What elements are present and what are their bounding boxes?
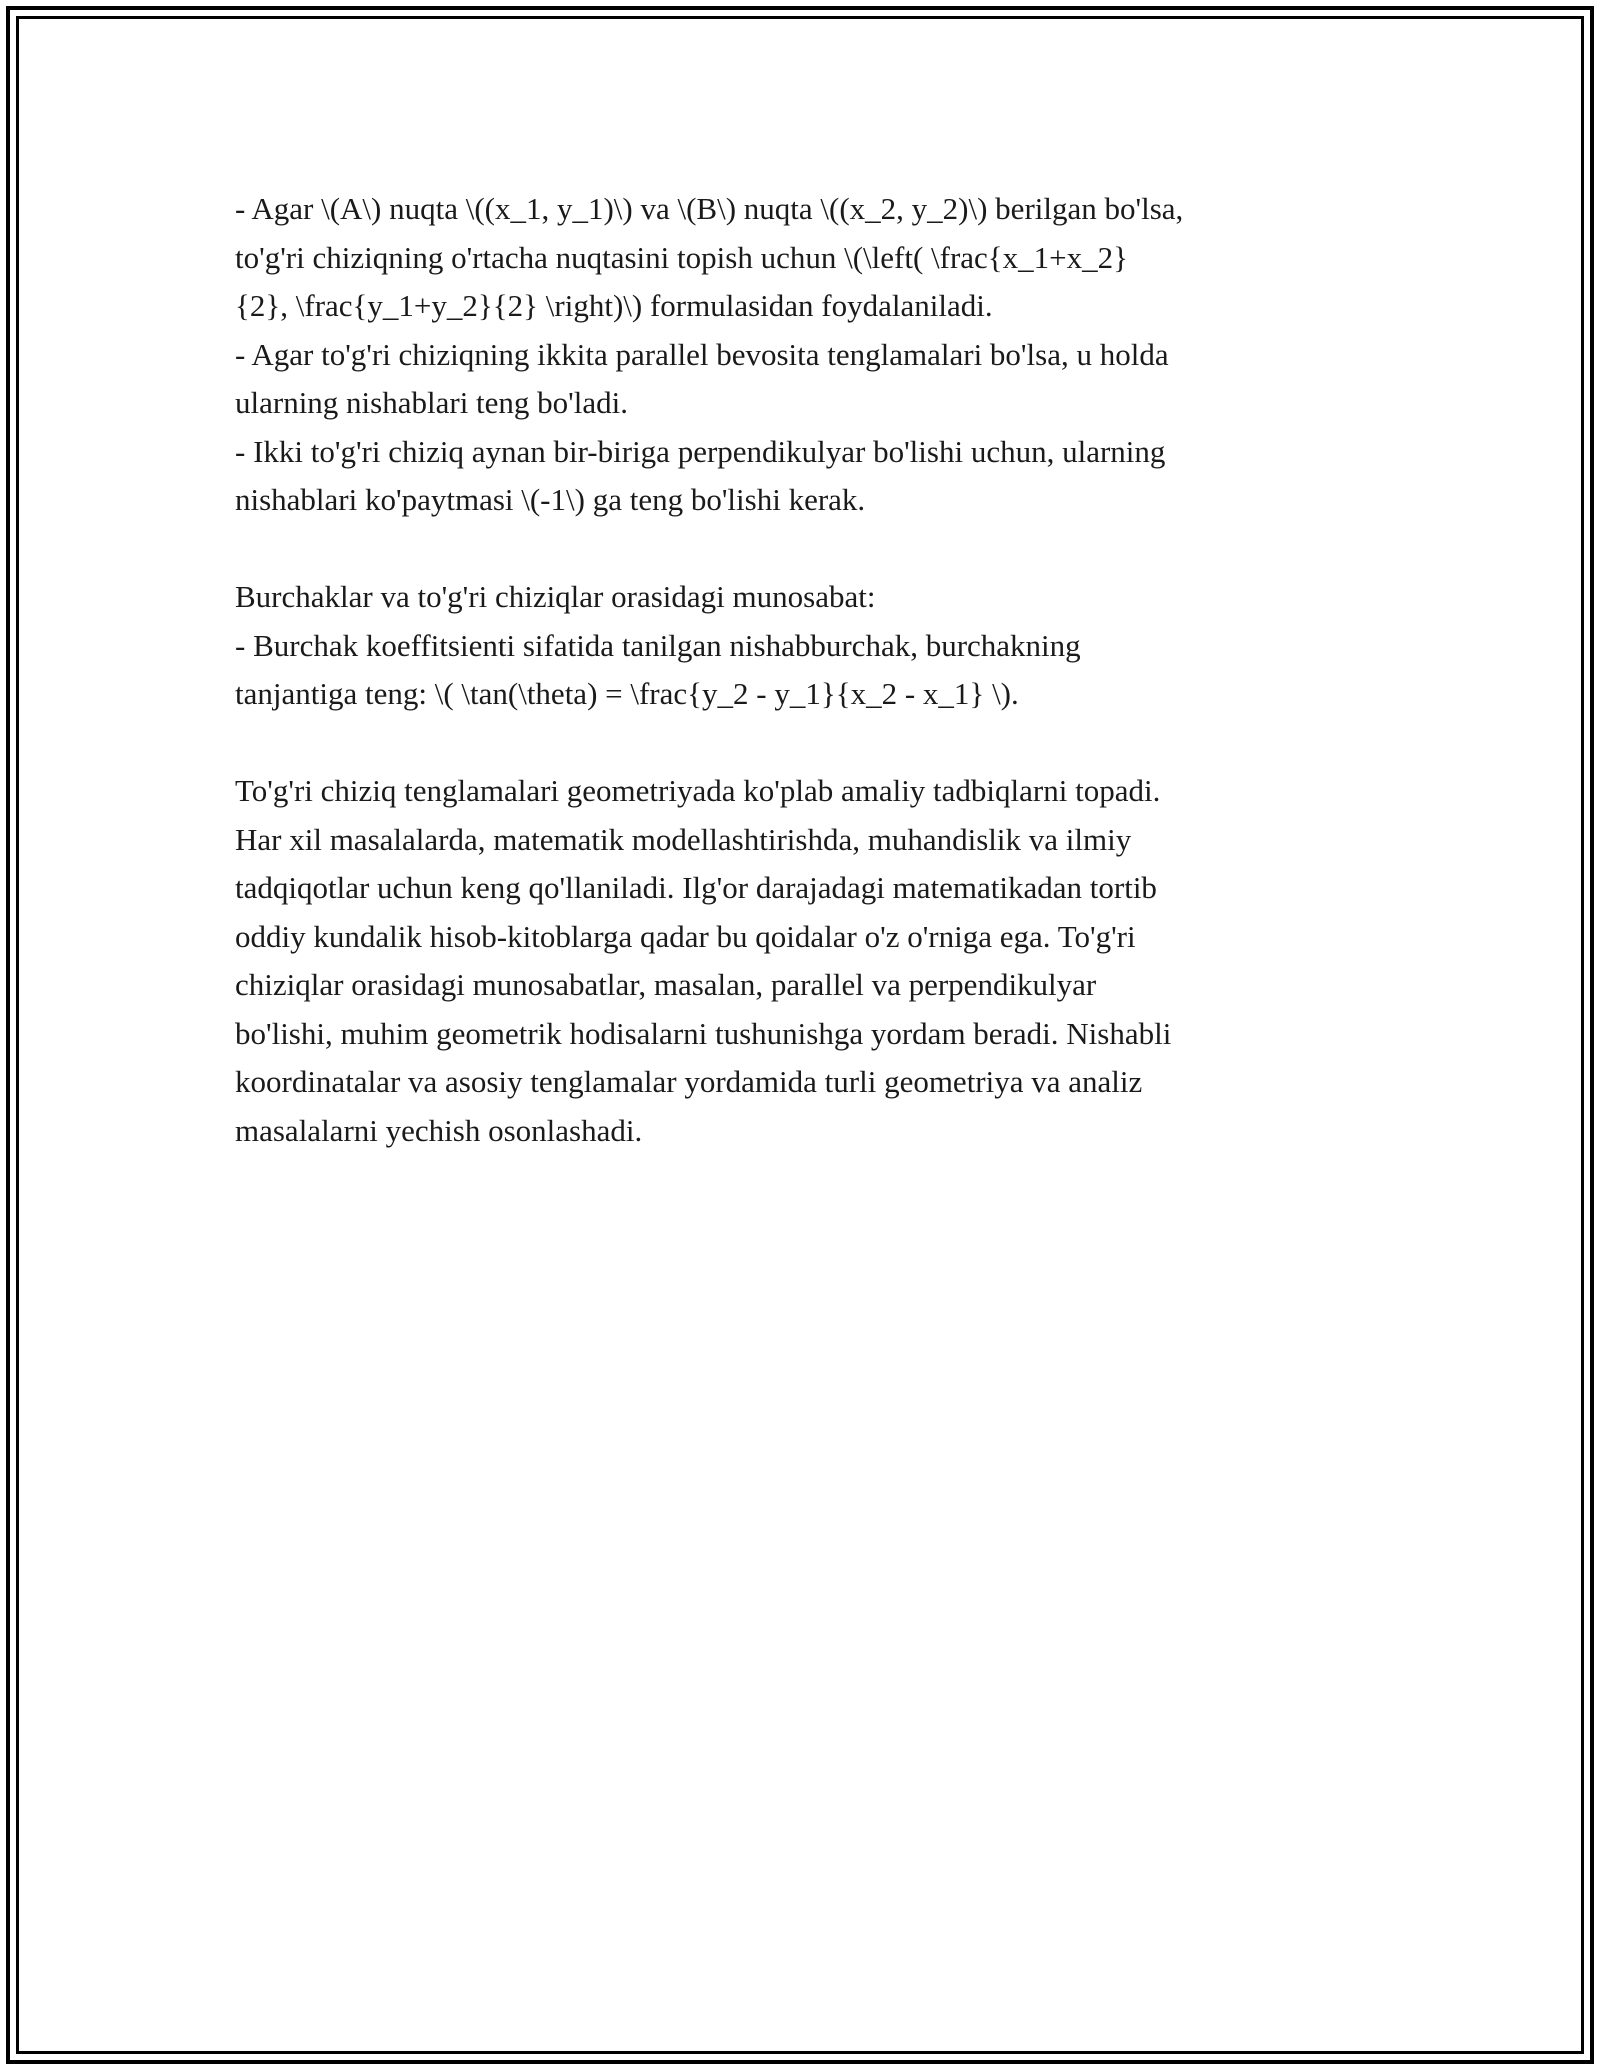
text-line: ularning nishablari teng bo'ladi. bbox=[235, 385, 628, 420]
text-line: oddiy kundalik hisob-kitoblarga qadar bu qoidalar o'z o'rniga ega. To'g'ri bbox=[235, 918, 1136, 954]
section-heading: Burchaklar va to'g'ri chiziqlar orasidagi munosabat: bbox=[235, 579, 876, 614]
text-line: - Agar to'g'ri chiziqning ikkita parallel bevosita tenglamalari bo'lsa, u holda bbox=[235, 336, 1169, 372]
text-line: bo'lishi, muhim geometrik hodisalarni tushunishga yordam beradi. Nishabli bbox=[235, 1015, 1172, 1051]
text-line: - Agar \(A\) nuqta \((x_1, y_1)\) va \(B\) nuqta \((x_2, y_2)\) berilgan bo'lsa, bbox=[235, 191, 1184, 226]
document-body bbox=[235, 185, 1365, 1155]
text-line: - Burchak koeffitsienti sifatida tanilgan nishabburchak, burchakning bbox=[235, 627, 1081, 663]
rules-list bbox=[235, 185, 1365, 525]
paragraph-gap bbox=[235, 525, 1365, 574]
text-line: tadqiqotlar uchun keng qo'llaniladi. Ilg'or darajadagi matematikadan tortib bbox=[235, 870, 1157, 905]
text-line: koordinatalar va asosiy tenglamalar yordamida turli geometriya va analiz bbox=[235, 1064, 1143, 1099]
conclusion-paragraph bbox=[235, 767, 1365, 1155]
text-line: {2}, \frac{y_1+y_2}{2} \right)\) formulasidan foydalaniladi. bbox=[235, 288, 993, 323]
text-line: - Ikki to'g'ri chiziq aynan bir-biriga perpendikulyar bo'lishi uchun, ularning bbox=[235, 433, 1166, 469]
text-line: chiziqlar orasidagi munosabatlar, masalan, parallel va perpendikulyar bbox=[235, 967, 1097, 1002]
text-line: nishablari ko'paytmasi \(-1\) ga teng bo'lishi kerak. bbox=[235, 482, 866, 517]
text-line: To'g'ri chiziq tenglamalari geometriyada ko'plab amaliy tadbiqlarni topadi. bbox=[235, 773, 1161, 808]
text-line: tanjantiga teng: \( \tan(\theta) = \frac{y_2 - y_1}{x_2 - x_1} \). bbox=[235, 676, 1019, 711]
text-line: Har xil masalalarda, matematik modellashtirishda, muhandislik va ilmiy bbox=[235, 821, 1132, 857]
text-line: masalalarni yechish osonlashadi. bbox=[235, 1112, 643, 1148]
angle-relation-section bbox=[235, 573, 1365, 719]
paragraph-gap bbox=[235, 719, 1365, 768]
text-line: to'g'ri chiziqning o'rtacha nuqtasini topish uchun \(\left( \frac{x_1+x_2} bbox=[235, 239, 1129, 275]
